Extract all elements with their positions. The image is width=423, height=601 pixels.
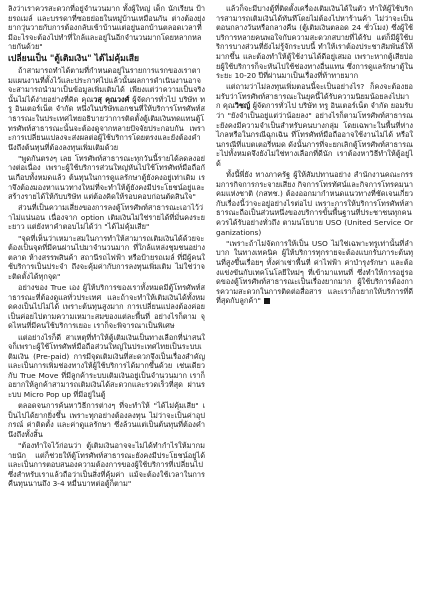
paragraph: "พูดกันตรงๆ เลย โทรศัพท์สาธารณะทุกวันนี้รายได้ลดลงอย่างต่อเนื่อง เพราะผู้ใช้บริการส่วนใหญ่หันไปใช้โทรศัพท์มือถือกันเกือบทั้งหมดแล้ว ต้นทุนในการดูแลรักษาตู้ยังคงอยู่เท่าเดิม เราจึงต้องมองหาแนวทางใหม่ที่จะทำให้ตู้ยังคงมีประโยชน์อยู่และสร้างรายได้ให้กับบริษัท แต่ต้องคิดให้รอบคอบก่อนตัดสินใจ" <box>8 153 205 202</box>
paragraph: แล้วก็จะมีบางตู้ที่ติดตั้งเครื่องเติมเงินได้ในตัว ทำให้ผู้ใช้บริการสามารถเติมเงินได้ทันทีโดยไม่ต้องไปหาร้านค้า ไม่ว่าจะเป็นตอนกลางวันหรือกลางคืน (ตู้เติมเงินตลอด 24 ชั่วโมง) ซึ่งผู้ใช้บริการหลายคนพอใจกับความสะดวกสบายที่ได้รับ แต่ก็มีผู้ใช้บริการบางส่วนที่ยังไม่รู้จักระบบนี้ ทำให้เราต้องประชาสัมพันธ์ให้มากขึ้น และต้องทำให้ตู้ใช้งานได้ดีอยู่เสมอ เพราะหากตู้เสียบ่อยผู้ใช้บริการก็จะหันไปใช้ช่องทางอื่นแทน ซึ่งการดูแลรักษาตู้ในระยะ 10-20 ปีที่ผ่านมาเป็นเรื่องที่ท้าทายมาก <box>216 4 413 81</box>
paragraph <box>8 66 205 152</box>
paragraph <box>216 239 413 306</box>
paragraph: "จุดที่เห็นว่าเหมาะสมในการทำให้สามารถเติมเงินได้ด้วยจะต้องเป็นจุดที่มีคนผ่านไปมาจำนวนมาก ที่ใกล้แหล่งชุมชนอย่างตลาด ห้างสรรพสินค้า สถานีรถไฟฟ้า หรือป้ายรถเมล์ ที่มีผู้คนใช้บริการเป็นประจำ ถึงจะคุ้มค่ากับการลงทุนเพิ่มเติม ไม่ใช่ว่าจะติดตั้งได้ทุกจุด" <box>8 233 205 281</box>
paragraph-text: ผู้จัดการทั่วไป บริษัท ทรู อินเตอร์เน็ต จำกัด ยอมรับว่า "ยังจำเป็นอยู่แต่ว่าน้อยลง" อย่างไรก็ตามโทรศัพท์สาธารณะยังคงมีความจำเป็นสำหรับคนบางกลุ่ม โดยเฉพาะในพื้นที่ห่างไกลหรือในกรณีฉุกเฉิน ที่โทรศัพท์มือถืออาจใช้งานไม่ได้ หรือในกรณีที่แบตเตอรี่หมด ดังนั้นการที่จะยกเลิกตู้โทรศัพท์สาธารณะไปทั้งหมดจึงยังไม่ใช่ทางเลือกที่ดีนัก เราต้องหาวิธีทำให้ตู้อยู่ได้ <box>216 101 413 168</box>
paragraph: ลิงว่าเราควรสะดวกที่อยู่จำนวนมาก ทั้งผู้ใหญ่ เด็ก นักเรียน ป้ายรถเมล์ และบรรดาที่ซอยย่อยในหมู่บ้านเหมือนกัน ต่างต้องยุ่งยากวุ่นวายกับการต้องกลับเข้าบ้านแต่อยู่นอกบ้านตลอดเวลาที่มีอะไรจะต้องไปทำที่ใกล้และอยู่ในอีกจำนวนมากโดยหลากหลายกันด้วย" <box>8 4 205 52</box>
paragraph: ทั้งนี้พี่ยัง ทางภาครัฐ ผู้ให้สัมปทานอย่าง สำนักงานคณะกรรมการกิจการกระจายเสียง กิจการโทรทัศน์และกิจการโทรคมนาคมแห่งชาติ (กสทช.) ต้องออกมากำหนดแนวทางที่ชัดเจนเกี่ยวกับเรื่องนี้ว่าจะอยู่อย่างไรต่อไป เพราะการให้บริการโทรศัพท์สาธารณะถือเป็นส่วนหนึ่งของบริการขั้นพื้นฐานที่ประชาชนทุกคนควรได้รับอย่างทั่วถึง ตามนโยบาย USO (United Service Organizations) <box>216 170 413 237</box>
paragraph: "ต้องทำใจไว้ก่อนว่า ตู้เติมเงินอาจจะไม่ได้ทำกำไรให้มากมายนัก แต่ก็ช่วยให้ตู้โทรศัพท์สาธารณะยังคงมีประโยชน์อยู่ได้ และเป็นการตอบสนองความต้องการของผู้ใช้บริการที่เปลี่ยนไป ซึ่งสำหรับเราแล้วถือว่าเป็นสิ่งที่คุ้มค่า แม้จะต้องใช้เวลาในการคืนทุนนานถึง 3-4 หมื่นบาทต่อตู้ก็ตาม" <box>8 441 205 489</box>
right-column <box>216 4 413 307</box>
paragraph-text: แต่ถามว่าไม่ลงทุนเพิ่มตอนนี้จะเป็นอย่างไร? ก็คงจะต้องยอมรับว่าโทรศัพท์สาธารณะในยุคนี้ได้รับความนิยมน้อยลงไปมาก คุณ <box>216 82 413 111</box>
paragraph-text: ถ้าสามารถทำได้ตามที่กำหนดอยู่ในรายการแรกของเราตามแผนงานที่ตั้งไว้และประกาศไปแล้วนั้นผลการดำเนินงานอาจจะสามารถนำมาเป็นข้อมูลเพิ่มเติมได้ เพียงแต่ว่าความเป็นจริงนั้นไม่ได้ง่ายอย่างที่คิด คุณ <box>8 65 205 104</box>
section-heading: เปลี่ยนเป็น "ตู้เติมเงิน" ได้ไม่คุ้มเสีย <box>8 53 140 64</box>
paragraph-text: "เพราะถ้าไม่จัดการให้เป็น USO ไม่ใช่เฉพาะทรูเท่านั้นที่ลำบาก ในทางเทคนิค ผู้ให้บริการทุกรายจะต้องแบกรับภาระต้นทุนที่สูงขึ้นเรื่อยๆ ทั้งค่าเช่าพื้นที่ ค่าไฟฟ้า ค่าบำรุงรักษา และต้องแข่งขันกับเทคโนโลยีใหม่ๆ ที่เข้ามาแทนที่ ซึ่งทำให้การอยู่รอดของตู้โทรศัพท์สาธารณะเป็นเรื่องยากมาก ผู้ใช้บริการต้องการความสะดวกในการติดต่อสื่อสาร และเราก็อยากให้บริการที่ดีที่สุดกับลูกค้า" <box>216 238 413 306</box>
paragraph-text: ผู้จัดการทั่วไป บริษัท ทรู อินเตอร์เน็ต จำกัด หนึ่งในบริษัทเอกชนที่ให้บริการโทรศัพท์สาธารณะในประเทศไทยอธิบายว่าการติดตั้งตู้เติมเงินทดแทนตู้โทรศัพท์สาธารณะนั้นจะต้องดูจากหลายปัจจัยประกอบกัน เพราะการเปลี่ยนแปลงจะส่งผลต่อผู้ใช้บริการโดยตรงและยังต้องคำนึงถึงต้นทุนที่ต้องลงทุนเพิ่มเติมด้วย <box>8 94 205 152</box>
paragraph: ส่วนที่เป็นความเสี่ยงของการลงตู้โทรศัพท์สาธารณะเอาไว้ว่าไม่แน่นอน เนื่องจาก option เติมเงินไม่ใช่รายได้ที่มั่นคงระยะยาว แต่ยังหาคำตอบไม่ได้ว่า "ได้ไม่คุ้มเสีย" <box>8 203 205 232</box>
paragraph <box>216 82 413 168</box>
paragraph: แต่อย่างไรก็ดี สาเหตุที่ทำให้ตู้เติมเงินเป็นทางเลือกที่น่าสนใจก็เพราะผู้ใช้โทรศัพท์มือถือส่วนใหญ่ในประเทศไทยเป็นระบบเติมเงิน (Pre-paid) การมีจุดเติมเงินที่สะดวกจึงเป็นเรื่องสำคัญ และเป็นการเพิ่มช่องทางให้ผู้ใช้บริการได้มากขึ้นด้วย เช่นเดียวกับ True Move ที่มีลูกค้าระบบเติมเงินอยู่เป็นจำนวนมาก เราก็อยากให้ลูกค้าสามารถเติมเงินได้สะดวกและรวดเร็วที่สุด ผ่านระบบ Micro Pop up ที่มีอยู่ในตู้ <box>8 332 205 400</box>
paragraph: อย่างของ True เอง ผู้ให้บริการของเราทั้งหมดมีตู้โทรศัพท์สาธารณะที่ต้องดูแลทั่วประเทศ และถ้าจะทำให้เติมเงินได้ทั้งหมดคงเป็นไปไม่ได้ เพราะต้นทุนสูงมาก การเปลี่ยนแปลงต้องค่อยเป็นค่อยไปตามความเหมาะสมของแต่ละพื้นที่ อย่างไรก็ตาม จุดไหนที่มีคนใช้บริการเยอะ เราก็จะพิจารณาเป็นพิเศษ <box>8 283 205 331</box>
end-of-article-square-icon <box>264 298 270 304</box>
person-name: วิชญ์ <box>234 101 251 111</box>
left-column <box>8 4 205 491</box>
paragraph: ตลอดจนการค้นหาวิธีการต่างๆ ที่จะทำให้ "ได้ไม่คุ้มเสีย" เป็นไปได้ยากยิ่งขึ้น เพราะทุกอย่างต้องลงทุน ไม่ว่าจะเป็นค่าอุปกรณ์ ค่าติดตั้ง และค่าดูแลรักษา ซึ่งล้วนแต่เป็นต้นทุนที่ต้องคำนึงถึงทั้งสิ้น <box>8 401 205 439</box>
person-name: วสุ คุณวงศ์ <box>93 94 130 104</box>
